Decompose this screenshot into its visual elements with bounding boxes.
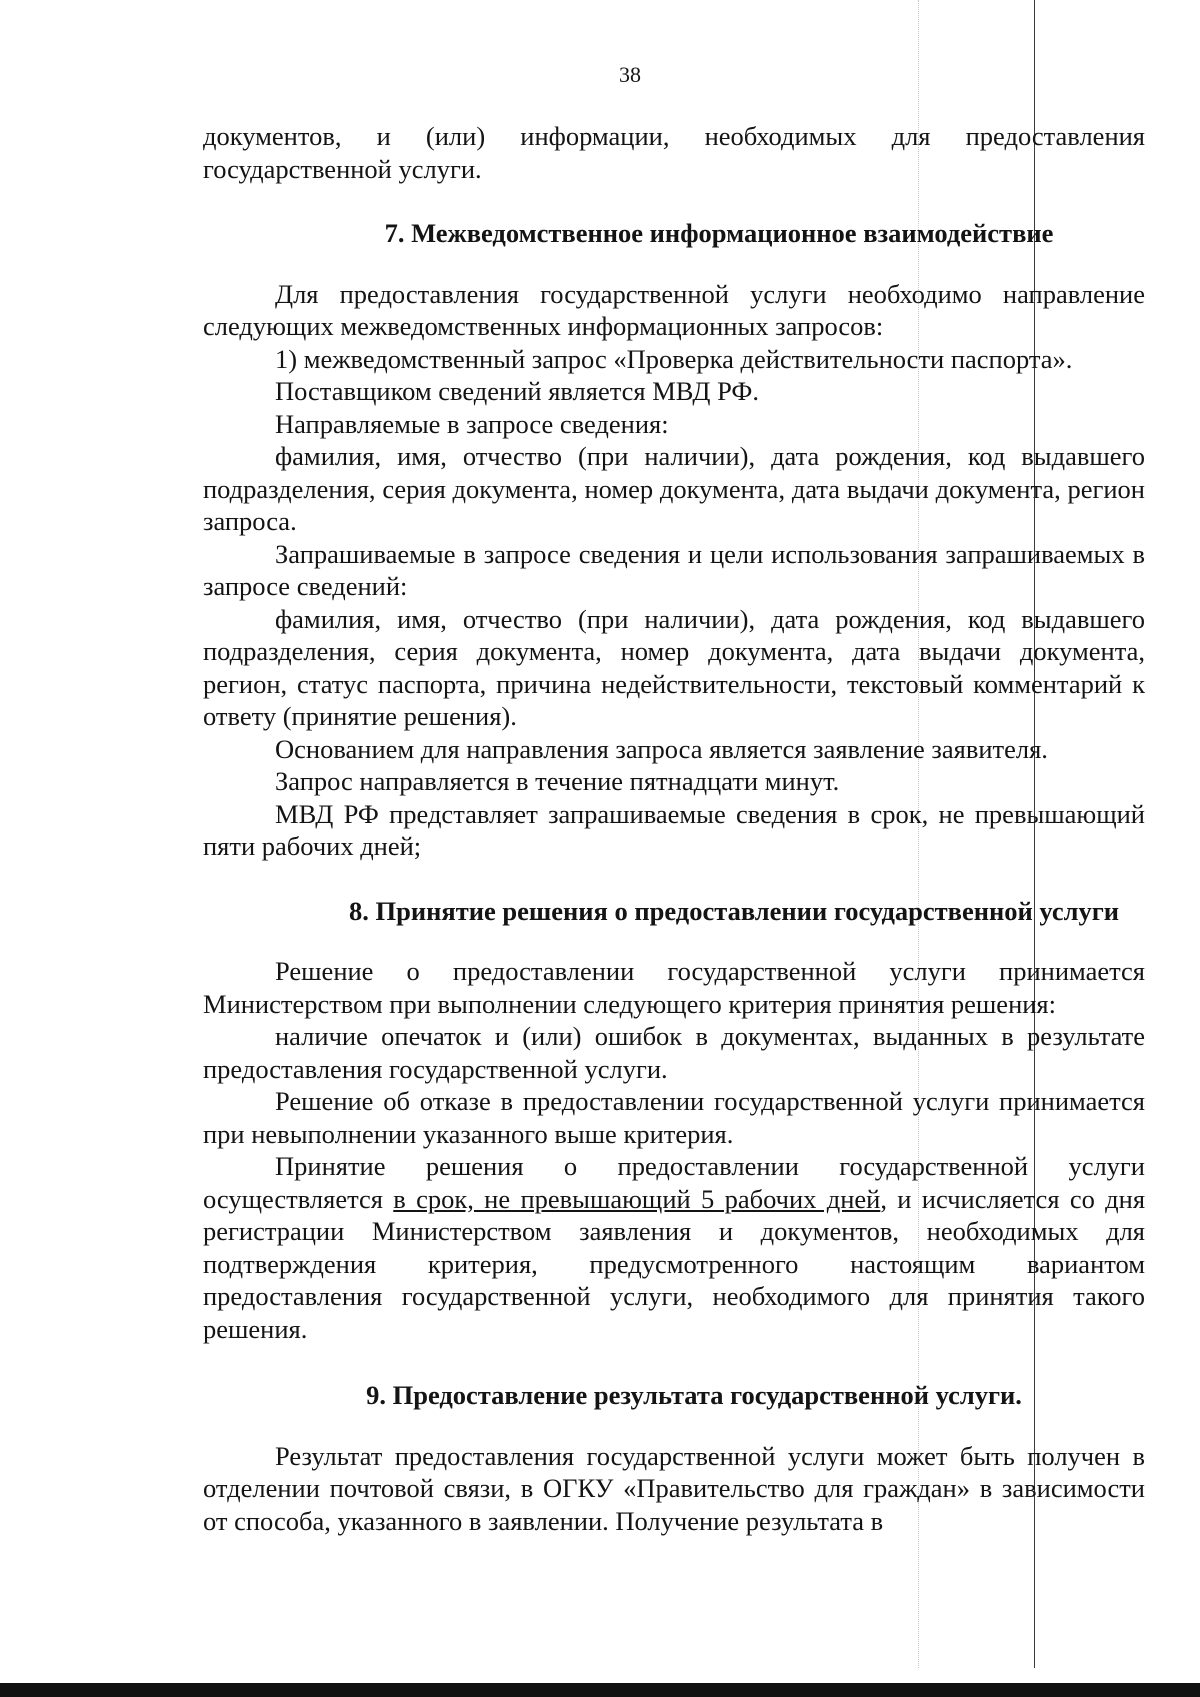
section-8-paragraph: наличие опечаток и (или) ошибок в документах, выданных в результате предоставления государственной услуги. <box>203 1021 1145 1084</box>
intro-paragraph: документов, и (или) информации, необходимых для предоставления государственной услуги. <box>203 121 1145 184</box>
deadline-text-before: Принятие решения о предоставлении государственной услуги осуществляется <box>203 1151 1145 1214</box>
section-8-title: 8. Принятие решения о предоставлении государственной услуги <box>348 895 1119 926</box>
section-9-paragraph: Результат предоставления государственной услуги может быть получен в отделении почтовой связи, в ОГКУ «Правительство для граждан» в зависимости от способа, указанного в заявлении. Получение результата в <box>203 1440 1145 1536</box>
section-7-paragraph: Запрос направляется в течение пятнадцати минут. <box>275 766 840 796</box>
scan-bottom-edge <box>0 1683 1200 1697</box>
section-7-paragraph: фамилия, имя, отчество (при наличии), дата рождения, код выдавшего подразделения, серия документа, номер документа, дата выдачи документа, регион запроса. <box>203 441 1145 536</box>
section-7-paragraph: фамилия, имя, отчество (при наличии), дата рождения, код выдавшего подразделения, серия документа, номер документа, дата выдачи документа, регион, статус паспорта, причина недействительности, текстовый комментарий к ответу (принятие решения). <box>203 603 1145 731</box>
section-7-paragraph: Запрашиваемые в запросе сведения и цели использования запрашиваемых в запросе сведений: <box>203 538 1145 601</box>
section-8-paragraph: Решение о предоставлении государственной услуги принимается Министерством при выполнении следующего критерия принятия решения: <box>203 956 1145 1019</box>
section-7-paragraph: Направляемые в запросе сведения: <box>275 408 669 439</box>
page-number: 38 <box>619 62 641 87</box>
deadline-underlined-text: в срок, не превышающий 5 рабочих дней <box>393 1183 881 1214</box>
deadline-text-after: , и исчисляется со дня регистрации Министерством заявления и документов, необходимых для подтверждения критерия, предусмотренного настоящим вариантом предоставления государственной услуги, необходимого для принятия такого решения. <box>203 1183 1146 1344</box>
section-7-paragraph: Поставщиком сведений является МВД РФ. <box>275 376 759 406</box>
section-7-paragraph: Для предоставления государственной услуги необходимо направление следующих межведомственных информационных запросов: <box>203 278 1145 341</box>
section-7-paragraph: 1) межведомственный запрос «Проверка действительности паспорта». <box>275 343 1073 374</box>
section-8-deadline-paragraph <box>203 1150 1145 1345</box>
document-body <box>203 120 1145 1537</box>
section-8-paragraph: Решение об отказе в предоставлении государственной услуги принимается при невыполнении указанного выше критерия. <box>203 1086 1145 1149</box>
section-7-paragraph: Основанием для направления запроса является заявление заявителя. <box>275 733 1048 764</box>
section-7-title: 7. Межведомственное информационное взаимодействие <box>384 218 1054 248</box>
section-7-paragraph: МВД РФ представляет запрашиваемые сведения в срок, не превышающий пяти рабочих дней; <box>203 798 1145 861</box>
section-9-title: 9. Предоставление результата государственной услуги. <box>366 1380 1022 1410</box>
